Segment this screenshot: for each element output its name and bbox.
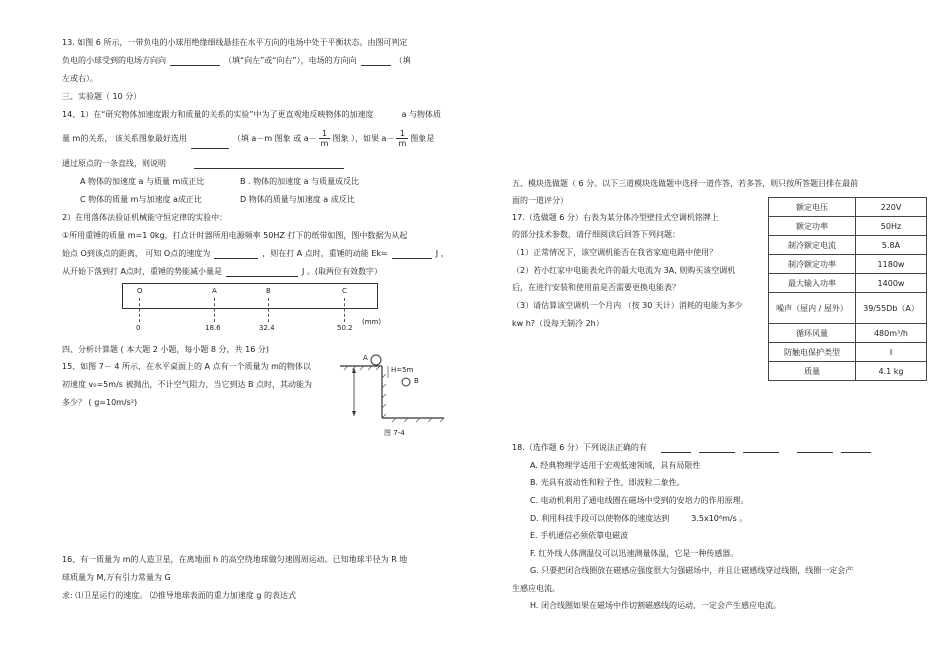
q18-option-f: F. 红外线人体测温仪可以迅速测量体温，它是一种传感器。	[530, 549, 739, 558]
q14-part2: 2）在用落体法验证机械能守恒定律的实验中：	[62, 213, 228, 222]
answer-blank[interactable]	[214, 250, 258, 259]
q18-option-e: E. 手机通信必须依靠电磁波	[530, 531, 629, 540]
answer-blank[interactable]	[797, 444, 833, 453]
table-row: 最大输入功率 1400w	[769, 274, 927, 293]
tape-point-a: A	[212, 287, 217, 295]
option-a: A 物体的加速度 a 与质量 m成正比	[80, 177, 205, 186]
q17-line1: 17.（选做题 6 分）右表为某分体冷型壁挂式空调机铭牌上	[512, 213, 719, 222]
q14-part2-b: 始点 O到该点的距离， 可知 O点的速度为 ，则在打 A 点时，重锤的动能 Ek= J ，	[62, 249, 449, 258]
tape-unit: (mm)	[362, 318, 382, 326]
answer-blank[interactable]	[170, 57, 220, 66]
answer-blank[interactable]	[841, 444, 871, 453]
q16-line2: 球质量为 M,万有引力常量为 G	[62, 573, 171, 582]
section-5-title-cont: 面的一道评分）	[512, 196, 568, 205]
figure-label-b: B	[414, 377, 419, 385]
q13-line2: 负电的小球受到的电场方向向 （填“向左”或“向右”），电场的方向向 （填	[62, 56, 411, 65]
section-5-title: 五、模块选做题（ 6 分。以下三道模块选做题中选择一道作答，若多答，则只按所答题目排在最前	[512, 179, 859, 188]
tape-point-o: O	[137, 287, 143, 295]
tape-tick	[214, 298, 215, 322]
answer-blank[interactable]	[743, 444, 779, 453]
tape-tick	[344, 298, 345, 322]
paper-tape-figure	[122, 283, 378, 309]
q18-option-a: A. 经典物理学适用于宏观低速领域，具有局限性	[530, 461, 701, 470]
q17-part3a: （3）请估算该空调机一个月内 （按 30 天计）消耗的电能为多少	[512, 301, 743, 310]
tape-point-b: B	[266, 287, 271, 295]
tape-tick	[268, 298, 269, 322]
table-row: 防触电保护类型 Ⅰ	[769, 343, 927, 362]
q18-option-g-cont: 生感应电流。	[512, 584, 560, 593]
q16-line3: 求: ⑴卫星运行的速度。 ⑵推导地球表面的重力加速度 g 的表达式	[62, 591, 296, 600]
q15-line3: 多少？ ( g=10m/s²)	[62, 398, 138, 407]
section-3-title: 三、实验题（ 10 分）	[62, 92, 142, 101]
q14-line1: 14、1）在“研究物体加速度跟力和质量的关系的实验”中为了更直观地反映物体的加速度 a 与物体质	[62, 110, 442, 119]
option-d: D 物体的质量与加速度 a 成反比	[240, 195, 355, 204]
q15-line1: 15、如图 7－ 4 所示，在水平桌面上的 A 点有一个质量为 m的物体以	[62, 362, 311, 371]
q17-part2b: 后，在进行安装和使用前是否需要更换电能表？	[512, 283, 680, 292]
fraction-1-over-m: $\frac{1}{m}$	[398, 129, 407, 148]
q17-part2a: （2）若小红家中电能表允许的最大电流为 3A, 则购买该空调机	[512, 266, 736, 275]
q13-line3: 左或右）。	[62, 74, 98, 83]
q18-option-h: H. 闭合线圈如果在磁场中作切割磁感线的运动，一定会产生感应电流。	[530, 601, 781, 610]
answer-blank[interactable]	[226, 268, 298, 277]
q18-option-b: B. 光具有波动性和粒子性，即波粒二象性。	[530, 478, 685, 487]
tape-point-c: C	[342, 287, 347, 295]
q14-line3: 通过原点的一条直线，则说明	[62, 159, 348, 169]
q15-line2: 初速度 v₀=5m/s 被抛出，不计空气阻力，当它到达 B 点时，其动能为	[62, 380, 313, 389]
q17-line2: 的部分技术参数，请仔细阅读后回答下列问题：	[512, 230, 680, 239]
answer-blank[interactable]	[661, 444, 691, 453]
answer-blank[interactable]	[699, 444, 735, 453]
q18-option-d: D. 利用科技手段可以使物体的速度达到 3.5x10⁸m/s 。	[530, 514, 748, 523]
option-b: B . 物体的加速度 a 与质量成反比	[240, 177, 360, 186]
table-row: 制冷额定功率 1180w	[769, 255, 927, 274]
tape-value: 0	[136, 324, 141, 332]
q18-option-g: G. 只要把闭合线圈放在磁感应强度很大匀强磁场中，并且让磁感线穿过线圈，线圈一定会产	[530, 566, 854, 575]
q18-option-c: C. 电动机利用了通电线圈在磁场中受到的安培力的作用原理。	[530, 496, 749, 505]
q17-part1: （1）正常情况下，该空调机能否在我省家庭电路中使用？	[512, 248, 718, 257]
answer-blank[interactable]	[392, 250, 432, 259]
option-c: C 物体的质量 m与加速度 a成正比	[80, 195, 202, 204]
q16-line1: 16、有一质量为 m的人造卫星，在离地面 h 的高空绕地球做匀速圆周运动。已知地球半径为 R 地	[62, 555, 408, 564]
fraction-1-over-m: $\frac{1}{m}$	[320, 129, 329, 148]
q14-part2-a: ①所用重锤的质量 m=1 0kg，打点计时器所用电源频率 50HZ 打下的纸带如图，图中数据为从起	[62, 231, 408, 240]
answer-blank[interactable]	[194, 160, 344, 169]
q13-line1: 13. 如图 6 所示，一带负电的小球用绝缘细线悬挂在水平方向的电场中处于平衡状态。由图可判定	[62, 38, 408, 47]
q17-part3b: kw h?（设每天制冷 2h）	[512, 319, 604, 328]
table-row: 循环风量 480m³/h	[769, 324, 927, 343]
q14-part2-c: 从开始下落到打 A点时，重锤的势能减小量是 J 。(取两位有效数字）	[62, 267, 383, 276]
answer-blank[interactable]	[191, 140, 229, 149]
answer-blank[interactable]	[361, 57, 391, 66]
figure-height-label: H=5m	[391, 366, 414, 374]
section-4-title: 四、分析计算题 ( 本大题 2 小题，每小题 8 分，共 16 分)	[62, 345, 269, 354]
q18-title: 18.（选作题 6 分）下列说法正确的有	[512, 443, 875, 453]
tape-value: 18.6	[205, 324, 221, 332]
tape-value: 50.2	[337, 324, 353, 332]
spec-table	[768, 197, 927, 381]
tape-tick	[139, 298, 140, 322]
table-row: 额定电压 220V	[769, 198, 927, 217]
figure-label-a: A	[363, 354, 368, 362]
table-row: 制冷额定电流 5.8A	[769, 236, 927, 255]
figure-caption: 图 7-4	[384, 429, 405, 437]
table-row: 噪声（屋内 / 屋外） 39/55Db（A）	[769, 293, 927, 324]
table-row: 额定功率 50Hz	[769, 217, 927, 236]
table-row: 质量 4.1 kg	[769, 362, 927, 381]
tape-value: 32.4	[259, 324, 275, 332]
q14-line2: 量 m的关系， 该关系图象最好选用 （填 a－m 图象 或 a－ $\frac{1}{m}$ 图象 ），如果 a－ $\frac{1}{m}$ 图象是	[62, 129, 435, 148]
